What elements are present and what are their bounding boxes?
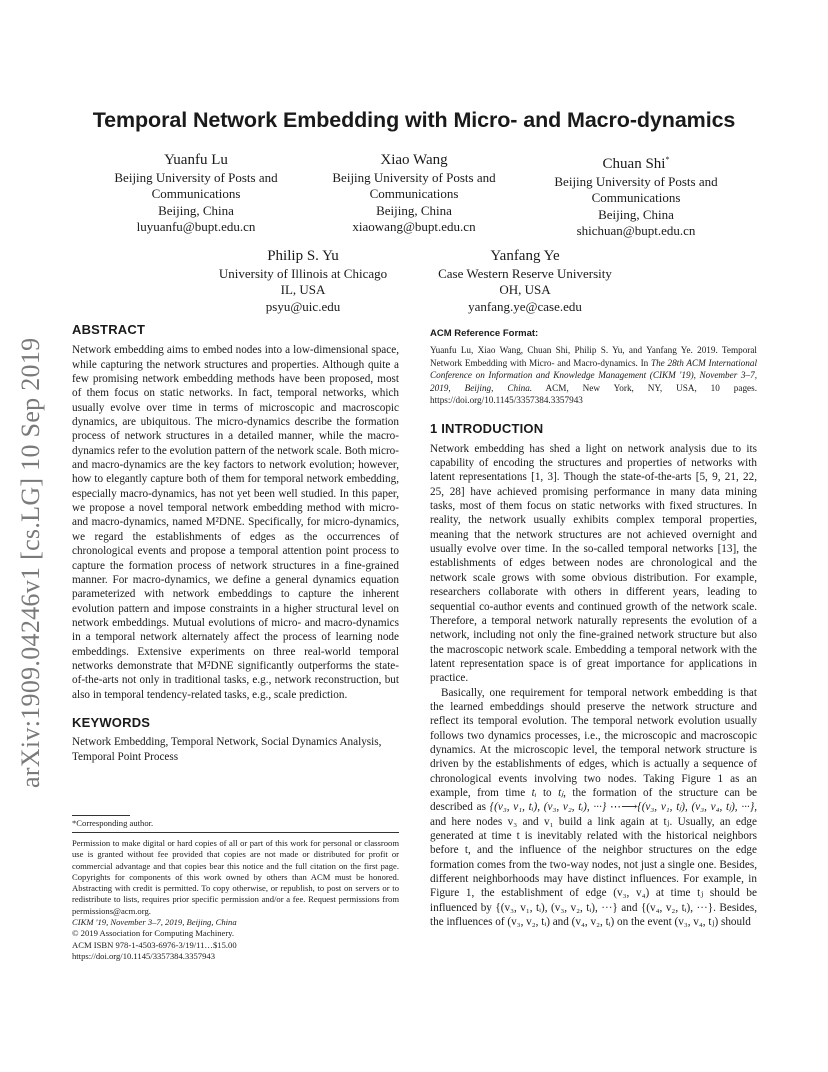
edge-set-before: {(v₃, v₁, tᵢ), (v₃, v₂, tᵢ), ···}	[489, 801, 607, 814]
author-name: Xiao Wang	[380, 152, 448, 168]
author-name: Yanfang Ye	[490, 248, 560, 264]
footnote: *Corresponding author.	[72, 818, 154, 828]
doi-link[interactable]: https://doi.org/10.1145/3357384.3357943	[72, 950, 215, 961]
keywords-text: Network Embedding, Temporal Network, Social Dynamics Analysis, Temporal Point Process	[72, 736, 382, 763]
footnote-rule	[72, 815, 130, 816]
author-affiliation: Communications	[591, 190, 681, 206]
author-block	[205, 246, 401, 315]
author-email: psyu@uic.edu	[265, 298, 341, 314]
acm-reference-text: Yuanfu Lu, Xiao Wang, Chuan Shi, Philip S. Yu, and Yanfang Ye. 2019. Temporal Network Embedding with Micro- and Macro-dynamics. In The 28th ACM International Conference on Information and Knowledge Management (CIKM '19), November 3–7, 2019, Beijing, China. ACM, New York, NY, USA, 10 pages. https://doi.org/10.1145/3357384.3357943	[430, 345, 757, 405]
author-name: Philip S. Yu	[267, 248, 339, 264]
corresponding-author-mark: *	[665, 155, 670, 164]
author-affiliation: Beijing University of Posts and	[332, 170, 496, 185]
author-location: OH, USA	[499, 282, 551, 298]
author-affiliation: Communications	[369, 186, 459, 202]
conference-info: CIKM '19, November 3–7, 2019, Beijing, China	[72, 917, 237, 928]
permission-rule	[72, 832, 399, 833]
author-affiliation: Case Western Reserve University	[438, 266, 612, 281]
author-affiliation: Beijing University of Posts and	[554, 174, 718, 189]
paper-title: Temporal Network Embedding with Micro- and Macro-dynamics	[92, 108, 736, 132]
author-block	[538, 150, 734, 240]
author-name: Chuan Shi*	[602, 155, 670, 172]
author-email: luyuanfu@bupt.edu.cn	[136, 219, 256, 235]
author-location: Beijing, China	[376, 202, 452, 218]
author-block	[316, 150, 512, 236]
right-column	[430, 327, 757, 929]
edge-set-after: {(v₃, v₁, tⱼ), (v₃, v₄, tⱼ), ···}	[637, 801, 755, 814]
abstract-text: Network embedding aims to embed nodes into a low-dimensional space, while capturing the network structures and properties. Although quite a few promising network embedding methods have been proposed, most of them focus on static networks. In fact, temporal networks, which usually evolve over time in terms of microscopic and macroscopic dynamics, are ubiquitous. The micro-dynamics describe the formation process of network structures in a detailed manner, while the macro-dynamics refer to the evolution pattern of the network scale. Both micro- and macro-dynamics are the key factors to network evolution; however, how to elegantly capture both of them for temporal network embedding, especially macro-dynamics, has not yet been well studied. In this paper, we propose a novel temporal network embedding method with micro- and macro-dynamics, named M²DNE. Specifically, for micro-dynamics, we regard the establishments of edges as the occurrences of chronological events and propose a temporal attention point process to capture the formation process of network structures in a fine-grained manner. For macro-dynamics, we define a general dynamics equation parameterized with network embeddings to capture the inherent evolution pattern and impose constraints in a higher structural level on network embeddings. Mutual evolutions of micro- and macro-dynamics in a temporal network alternately affect the process of learning node embeddings. Extensive experiments on three real-world temporal networks demonstrate that M²DNE significantly outperforms the state-of-the-arts not only in traditional tasks, e.g., network reconstruction, but also in temporal tendency-related tasks, e.g., scale prediction.	[72, 344, 399, 701]
acm-reference-heading: ACM Reference Format:	[430, 328, 539, 339]
introduction-heading: 1 INTRODUCTION	[430, 421, 544, 437]
author-location: Beijing, China	[158, 202, 234, 218]
author-affiliation: University of Illinois at Chicago	[218, 266, 388, 281]
abstract-heading: ABSTRACT	[72, 322, 146, 337]
intro-paragraph-2: Basically, one requirement for temporal network embedding is that the learned embeddings should preserve the network structure and reflect its temporal evolution. The temporal network evolution usually follows two dynamics processes, i.e., the microscopic and macroscopic dynamics. At the microscopic level, the temporal network structure is driven by the establishments of edges, which is actually a sequence of chronological events involving two nodes. Taking Figure 1 as an example, from time tᵢ to tⱼ, the formation of the structure can be described as {(v₃, v₁, tᵢ), (v₃, v₂, tᵢ), ···} ⋯⟶{(v₃, v₁, tⱼ), (v₃, v₄, tⱼ), ···}, and here nodes v₃ and v₁ build a link again at tⱼ. Usually, an edge generated at time t is inevitably related with the historical neighbors before t, and the influence of the neighbor structures on the edge formation comes from the two-way nodes, not just a single one. Besides, different neighborhoods may have distinct influences. For example, in Figure 1, the establishment of edge (v₃, v₄) at time tⱼ should be influenced by {(v₃, v₁, tᵢ), (v₃, v₂, tᵢ), ···} and {(v₄, v₂, tᵢ), ···}. Besides, the influences of (v₃, v₂, tᵢ) and (v₄, v₂, tᵢ) on the event (v₃, v₄, tⱼ) should	[430, 686, 758, 929]
arxiv-stamp: arXiv:1909.04246v1 [cs.LG] 10 Sep 2019	[16, 337, 45, 788]
author-email: xiaowang@bupt.edu.cn	[352, 219, 476, 235]
author-location: Beijing, China	[598, 206, 674, 222]
author-location: IL, USA	[280, 282, 326, 298]
author-block	[427, 246, 623, 315]
author-email: yanfang.ye@case.edu	[468, 298, 582, 314]
copyright-line: © 2019 Association for Computing Machinery.	[72, 928, 235, 939]
author-name: Yuanfu Lu	[164, 152, 228, 168]
author-email: shichuan@bupt.edu.cn	[576, 223, 696, 239]
author-affiliation: Beijing University of Posts and	[114, 170, 278, 185]
left-column	[72, 323, 399, 764]
permission-text: Permission to make digital or hard copies of all or part of this work for personal or classroom use is granted without fee provided that copies are not made or distributed for profit or commercial advantage and that copies bear this notice and the full citation on the first page. Copyrights for components of this work owned by others than ACM must be honored. Abstracting with credit is permitted. To copy otherwise, or republish, to post on servers or to redistribute to lists, requires prior specific permission and/or a fee. Request permissions from permissions@acm.org.	[72, 838, 399, 916]
isbn-line: ACM ISBN 978-1-4503-6976-3/19/11…$15.00	[72, 939, 237, 950]
author-affiliation: Communications	[151, 186, 241, 202]
evolution-arrow: ⋯⟶	[610, 801, 638, 814]
intro-paragraph-1: Network embedding has shed a light on network analysis due to its capability of encoding the structures and properties of networks with latent representations [1, 3]. Though the state-of-the-arts [5, 9, 21, 22, 25, 28] have achieved promising performance in many data mining tasks, most of them focus on static networks with fixed structures. In reality, the network usually exhibits complex temporal properties, meaning that the network structures are not achieved overnight and usually evolve over time. In the so-called temporal networks [13], the establishments of edges between nodes are chronological and the network scale grows with some obvious distribution. For example, researchers collaborate with others in different years, leading to sequential co-author events and continued growth of the network scale. Therefore, a temporal network naturally represents the evolution of a network, including not only the fine-grained network structure but also the macroscopic network scale. Embedding a temporal network with the latent representation space is of great importance for applications in practice.	[430, 442, 757, 685]
keywords-heading: KEYWORDS	[72, 714, 151, 730]
author-block	[98, 150, 294, 236]
permission-block	[72, 838, 399, 962]
